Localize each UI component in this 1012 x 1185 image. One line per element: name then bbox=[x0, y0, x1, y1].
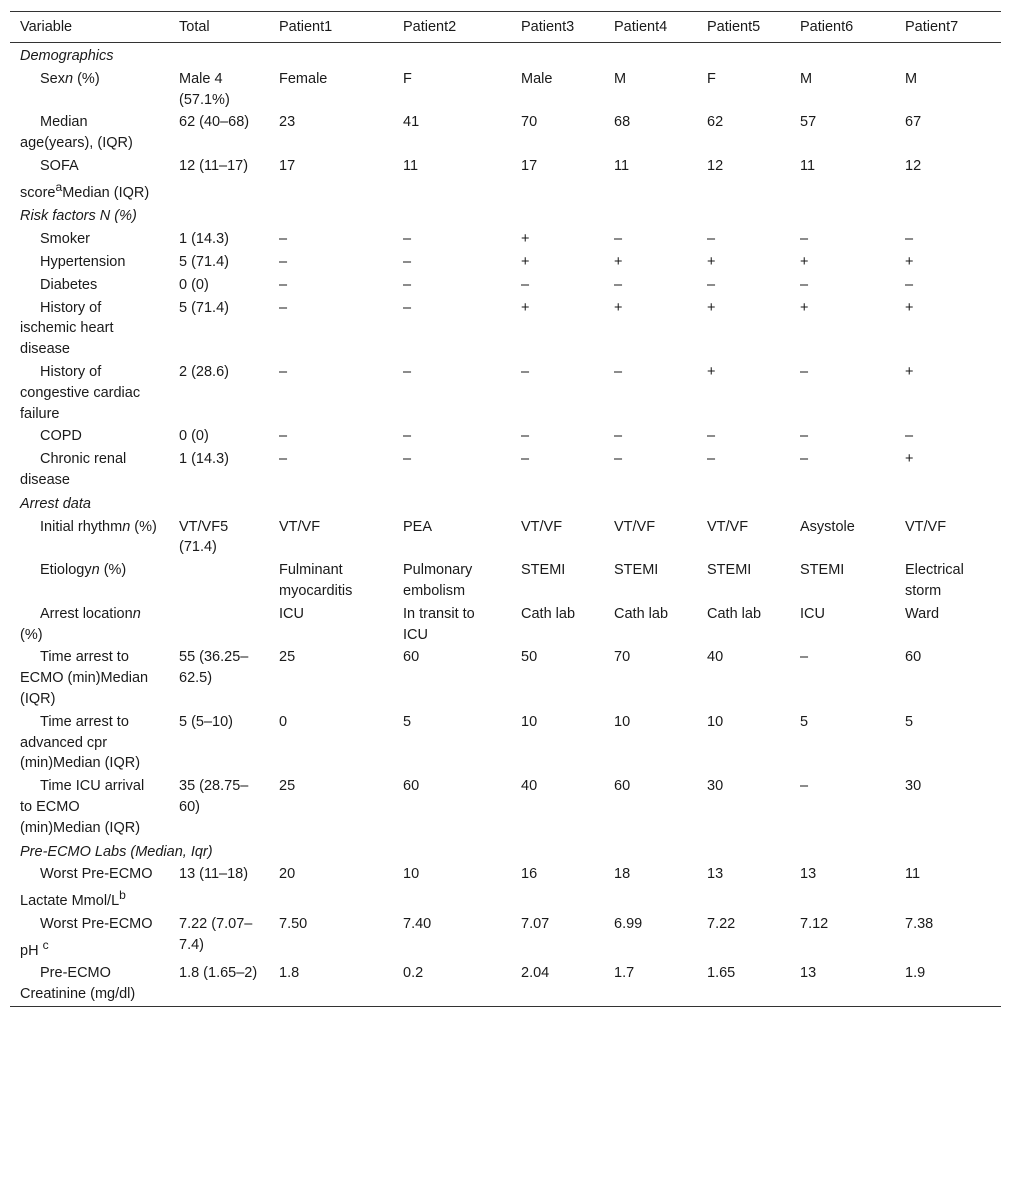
cell-patient1: – bbox=[279, 299, 288, 316]
cell-patient3: 40 bbox=[521, 778, 538, 795]
cell-total: 2 (28.6) bbox=[179, 363, 229, 380]
row-label-it: n bbox=[65, 70, 74, 87]
cell-patient6: M bbox=[800, 70, 813, 87]
table-row bbox=[10, 297, 1001, 361]
header-row bbox=[10, 12, 1001, 43]
cell-patient4: 68 bbox=[614, 114, 631, 131]
row-label-it: n bbox=[132, 605, 141, 622]
cell-total: 13 (11–18) bbox=[179, 866, 249, 883]
cell-total: 35 (28.75–60) bbox=[179, 778, 249, 815]
cell-total bbox=[169, 559, 269, 603]
row-label bbox=[10, 559, 169, 603]
cell-patient7: 67 bbox=[905, 114, 922, 131]
cell-patient6: – bbox=[800, 451, 809, 468]
cell-patient2: 11 bbox=[403, 157, 419, 174]
cell-patient1: 23 bbox=[279, 114, 296, 131]
cell-patient7: 11 bbox=[905, 866, 921, 883]
cell-patient7: + bbox=[905, 451, 914, 468]
cell-patient6: – bbox=[800, 778, 809, 795]
row-label-pre: Hypertension bbox=[40, 254, 126, 270]
row-label bbox=[10, 68, 169, 112]
cell-patient6: 11 bbox=[800, 157, 816, 174]
cell-patient6: – bbox=[800, 428, 809, 445]
row-label bbox=[10, 913, 169, 962]
row-label-it: n bbox=[122, 518, 131, 535]
cell-patient2: 60 bbox=[403, 649, 420, 666]
row-label-post: Median (IQR) bbox=[62, 184, 150, 201]
cell-patient1: Fulminant myocarditis bbox=[279, 562, 353, 599]
cell-patient5: 12 bbox=[707, 157, 724, 174]
cell-patient5: – bbox=[707, 428, 716, 445]
cell-patient5: 1.65 bbox=[707, 965, 736, 982]
cell-patient1: ICU bbox=[279, 605, 304, 622]
cell-patient7: M bbox=[905, 70, 918, 87]
row-label-post: (%) bbox=[99, 562, 127, 579]
cell-patient3: + bbox=[521, 231, 530, 248]
cell-patient4: 1.7 bbox=[614, 965, 635, 982]
cell-patient3: 17 bbox=[521, 157, 538, 174]
row-label-pre: History of ischemic heart disease bbox=[20, 299, 114, 358]
table-row bbox=[10, 111, 1001, 155]
cell-patient2: 10 bbox=[403, 866, 420, 883]
cell-patient1: VT/VF bbox=[279, 518, 321, 535]
cell-patient4: VT/VF bbox=[614, 518, 656, 535]
cell-patient7: 30 bbox=[905, 778, 922, 795]
cell-patient1: 25 bbox=[279, 649, 296, 666]
cell-patient7: + bbox=[905, 299, 914, 316]
cell-total: 1 (14.3) bbox=[179, 451, 229, 468]
row-label bbox=[10, 111, 169, 155]
cell-patient6: 5 bbox=[800, 713, 809, 730]
row-label-pre: Etiology bbox=[40, 562, 92, 579]
section-row bbox=[10, 43, 1001, 68]
cell-patient1: Female bbox=[279, 70, 328, 87]
cell-patient5: VT/VF bbox=[707, 518, 749, 535]
column-header-patient1: Patient1 bbox=[279, 19, 333, 35]
cell-patient2: 60 bbox=[403, 778, 420, 795]
cell-patient5: 62 bbox=[707, 114, 724, 131]
row-label-sup: c bbox=[42, 937, 49, 952]
cell-patient4: – bbox=[614, 231, 623, 248]
row-label bbox=[10, 274, 169, 297]
cell-patient3: – bbox=[521, 428, 530, 445]
cell-patient7: 7.38 bbox=[905, 915, 934, 932]
row-label-pre: Arrest location bbox=[40, 605, 133, 622]
cell-patient1: 20 bbox=[279, 866, 296, 883]
row-label-pre: Chronic renal disease bbox=[20, 451, 127, 488]
cell-patient7: 1.9 bbox=[905, 965, 926, 982]
row-label-pre: Smoker bbox=[40, 231, 90, 248]
row-label-pre: Pre-ECMO Creatinine (mg/dl) bbox=[20, 965, 136, 1002]
cell-patient7: 12 bbox=[905, 157, 922, 174]
cell-patient4: – bbox=[614, 363, 623, 380]
cell-patient3: + bbox=[521, 254, 530, 270]
row-label bbox=[10, 863, 169, 912]
cell-patient1: – bbox=[279, 363, 288, 380]
cell-patient4: 60 bbox=[614, 778, 631, 795]
row-label-pre: Time arrest to advanced cpr (min)Median (IQR) bbox=[20, 713, 141, 772]
cell-patient2: – bbox=[403, 363, 412, 380]
table-header bbox=[10, 12, 1001, 43]
table-row bbox=[10, 775, 1001, 839]
table-row bbox=[10, 711, 1001, 775]
row-label-pre: Worst Pre-ECMO pH bbox=[20, 915, 153, 959]
table-row bbox=[10, 425, 1001, 448]
cell-patient5: F bbox=[707, 70, 716, 87]
column-header-patient4: Patient4 bbox=[614, 19, 668, 35]
cell-patient7: + bbox=[905, 363, 914, 380]
cell-total: Male 4 (57.1%) bbox=[179, 70, 230, 108]
cell-patient4: 6.99 bbox=[614, 915, 643, 932]
cell-patient1: 1.8 bbox=[279, 965, 300, 982]
cell-total: 5 (71.4) bbox=[179, 254, 229, 270]
table-body bbox=[10, 43, 1001, 1007]
table-row bbox=[10, 448, 1001, 492]
cell-total: 1.8 (1.65–2) bbox=[179, 965, 258, 982]
cell-patient4: + bbox=[614, 254, 623, 270]
table-row bbox=[10, 646, 1001, 710]
row-label bbox=[10, 962, 169, 1006]
cell-patient5: + bbox=[707, 299, 716, 316]
row-label-pre: Time arrest to ECMO (min)Median (IQR) bbox=[20, 649, 149, 707]
cell-patient5: 40 bbox=[707, 649, 724, 666]
cell-patient1: – bbox=[279, 428, 288, 445]
cell-patient7: + bbox=[905, 254, 914, 270]
cell-patient6: 57 bbox=[800, 114, 817, 131]
cell-patient3: – bbox=[521, 276, 530, 293]
cell-total: 7.22 (7.07–7.4) bbox=[179, 915, 253, 953]
cell-patient3: 16 bbox=[521, 866, 538, 883]
row-label bbox=[10, 228, 169, 251]
cell-patient2: F bbox=[403, 70, 412, 87]
cell-total: 5 (5–10) bbox=[179, 713, 234, 730]
cell-patient4: 11 bbox=[614, 157, 630, 174]
row-label-pre: Worst Pre-ECMO Lactate Mmol/L bbox=[20, 866, 153, 909]
section-title: Pre-ECMO Labs (Median, Iqr) bbox=[20, 843, 213, 860]
row-label bbox=[10, 711, 169, 775]
cell-patient2: – bbox=[403, 299, 412, 316]
cell-patient1: – bbox=[279, 231, 288, 248]
cell-patient7: – bbox=[905, 231, 914, 248]
cell-patient2: PEA bbox=[403, 518, 433, 535]
row-label-pre: Sex bbox=[40, 70, 65, 87]
cell-patient3: – bbox=[521, 451, 530, 468]
cell-patient6: + bbox=[800, 254, 809, 270]
cell-patient1: 25 bbox=[279, 778, 296, 795]
table-row bbox=[10, 913, 1001, 962]
row-label bbox=[10, 361, 169, 425]
cell-patient7: Ward bbox=[905, 605, 940, 622]
cell-patient2: – bbox=[403, 451, 412, 468]
cell-total: 55 (36.25–62.5) bbox=[179, 649, 249, 687]
cell-patient4: – bbox=[614, 276, 623, 293]
table-row bbox=[10, 516, 1001, 560]
row-label-sup: b bbox=[119, 888, 126, 903]
cell-patient6: 7.12 bbox=[800, 915, 829, 932]
cell-patient7: – bbox=[905, 276, 914, 293]
cell-patient6: Asystole bbox=[800, 518, 855, 535]
row-label bbox=[10, 251, 169, 274]
cell-patient1: 0 bbox=[279, 713, 288, 730]
cell-patient2: – bbox=[403, 231, 412, 248]
cell-patient6: – bbox=[800, 649, 809, 666]
cell-patient5: + bbox=[707, 254, 716, 270]
cell-total: 62 (40–68) bbox=[179, 114, 250, 131]
row-label-it: n bbox=[91, 562, 100, 579]
cell-patient4: STEMI bbox=[614, 562, 659, 579]
clinical-characteristics-table bbox=[10, 11, 1001, 1007]
cell-patient3: 50 bbox=[521, 649, 538, 666]
cell-patient4: + bbox=[614, 299, 623, 316]
cell-patient6: STEMI bbox=[800, 562, 845, 579]
cell-patient5: 13 bbox=[707, 866, 724, 883]
cell-patient4: M bbox=[614, 70, 627, 87]
table-row bbox=[10, 863, 1001, 912]
cell-total: 1 (14.3) bbox=[179, 231, 229, 248]
cell-patient5: 7.22 bbox=[707, 915, 736, 932]
cell-patient7: 5 bbox=[905, 713, 914, 730]
cell-patient3: STEMI bbox=[521, 562, 566, 579]
cell-patient2: Pulmonary embolism bbox=[403, 562, 473, 599]
cell-patient3: – bbox=[521, 363, 530, 380]
cell-patient5: 10 bbox=[707, 713, 724, 730]
cell-patient6: – bbox=[800, 231, 809, 248]
section-title: Arrest data bbox=[20, 495, 91, 512]
cell-patient3: + bbox=[521, 299, 530, 316]
cell-patient5: – bbox=[707, 276, 716, 293]
cell-total: 12 (11–17) bbox=[179, 157, 249, 174]
table-row bbox=[10, 155, 1001, 204]
column-header-patient6: Patient6 bbox=[800, 19, 854, 35]
row-label bbox=[10, 646, 169, 710]
cell-patient5: – bbox=[707, 231, 716, 248]
column-header-patient2: Patient2 bbox=[403, 19, 457, 35]
cell-patient6: – bbox=[800, 276, 809, 293]
cell-patient6: – bbox=[800, 363, 809, 380]
cell-patient7: VT/VF bbox=[905, 518, 947, 535]
cell-patient2: – bbox=[403, 276, 412, 293]
cell-patient4: 70 bbox=[614, 649, 631, 666]
row-label-pre: SOFA score bbox=[20, 157, 78, 201]
row-label bbox=[10, 448, 169, 492]
cell-total: VT/VF5 (71.4) bbox=[179, 518, 229, 556]
cell-patient3: Cath lab bbox=[521, 605, 576, 622]
cell-patient4: Cath lab bbox=[614, 605, 669, 622]
row-label-post: (%) bbox=[20, 626, 43, 643]
table-row bbox=[10, 962, 1001, 1006]
cell-patient4: 10 bbox=[614, 713, 631, 730]
cell-patient3: VT/VF bbox=[521, 518, 563, 535]
row-label-sup: a bbox=[55, 179, 63, 194]
cell-total: 5 (71.4) bbox=[179, 299, 229, 316]
cell-patient6: 13 bbox=[800, 866, 817, 883]
cell-patient2: – bbox=[403, 254, 412, 270]
cell-patient5: – bbox=[707, 451, 716, 468]
table-row bbox=[10, 68, 1001, 112]
table-row bbox=[10, 251, 1001, 274]
row-label bbox=[10, 297, 169, 361]
section-title: Demographics bbox=[20, 48, 114, 64]
cell-patient5: 30 bbox=[707, 778, 724, 795]
table-row bbox=[10, 559, 1001, 603]
row-label-pre: History of congestive cardiac failure bbox=[20, 363, 141, 422]
cell-patient3: 2.04 bbox=[521, 965, 550, 982]
cell-patient3: 10 bbox=[521, 713, 538, 730]
cell-patient1: – bbox=[279, 254, 288, 270]
cell-patient3: 70 bbox=[521, 114, 538, 131]
cell-patient2: 5 bbox=[403, 713, 412, 730]
cell-patient3: Male bbox=[521, 70, 553, 87]
section-row bbox=[10, 840, 1001, 864]
row-label bbox=[10, 775, 169, 839]
cell-patient5: STEMI bbox=[707, 562, 752, 579]
cell-total: 0 (0) bbox=[179, 428, 209, 445]
row-label-pre: Initial rhythm bbox=[40, 518, 123, 535]
cell-patient4: – bbox=[614, 451, 623, 468]
cell-patient2: In transit to ICU bbox=[403, 605, 475, 643]
cell-patient2: 41 bbox=[403, 114, 420, 131]
cell-patient4: 18 bbox=[614, 866, 631, 883]
cell-patient1: – bbox=[279, 451, 288, 468]
section-row bbox=[10, 204, 1001, 228]
cell-patient6: ICU bbox=[800, 605, 825, 622]
cell-patient1: – bbox=[279, 276, 288, 293]
column-header-patient7: Patient7 bbox=[905, 19, 959, 35]
cell-patient2: 7.40 bbox=[403, 915, 432, 932]
table-row bbox=[10, 228, 1001, 251]
cell-total bbox=[169, 603, 269, 647]
cell-patient7: 60 bbox=[905, 649, 922, 666]
cell-patient1: 7.50 bbox=[279, 915, 308, 932]
column-header-patient3: Patient3 bbox=[521, 19, 575, 35]
row-label-pre: Time ICU arrival to ECMO (min)Median (IQR) bbox=[20, 778, 145, 836]
column-header-variable: Variable bbox=[20, 19, 73, 35]
cell-patient7: – bbox=[905, 428, 914, 445]
row-label bbox=[10, 425, 169, 448]
cell-patient2: – bbox=[403, 428, 412, 445]
row-label-pre: COPD bbox=[40, 428, 82, 445]
row-label-post: (%) bbox=[73, 70, 100, 87]
row-label bbox=[10, 516, 169, 560]
row-label-pre: Diabetes bbox=[40, 276, 98, 293]
column-header-total: Total bbox=[179, 19, 210, 35]
column-header-patient5: Patient5 bbox=[707, 19, 761, 35]
row-label bbox=[10, 155, 169, 204]
cell-patient6: 13 bbox=[800, 965, 817, 982]
cell-total: 0 (0) bbox=[179, 276, 209, 293]
section-row bbox=[10, 492, 1001, 516]
row-label-post: (%) bbox=[130, 518, 157, 535]
cell-patient4: – bbox=[614, 428, 623, 445]
row-label-pre: Median age(years), (IQR) bbox=[20, 114, 133, 152]
table-row bbox=[10, 361, 1001, 425]
cell-patient6: + bbox=[800, 299, 809, 316]
cell-patient5: Cath lab bbox=[707, 605, 762, 622]
cell-patient3: 7.07 bbox=[521, 915, 550, 932]
row-label bbox=[10, 603, 169, 647]
cell-patient1: 17 bbox=[279, 157, 296, 174]
cell-patient7: Electrical storm bbox=[905, 562, 964, 599]
table-row bbox=[10, 603, 1001, 647]
section-title: Risk factors N (%) bbox=[20, 208, 137, 225]
cell-patient5: + bbox=[707, 363, 716, 380]
table-row bbox=[10, 274, 1001, 297]
cell-patient2: 0.2 bbox=[403, 965, 424, 982]
